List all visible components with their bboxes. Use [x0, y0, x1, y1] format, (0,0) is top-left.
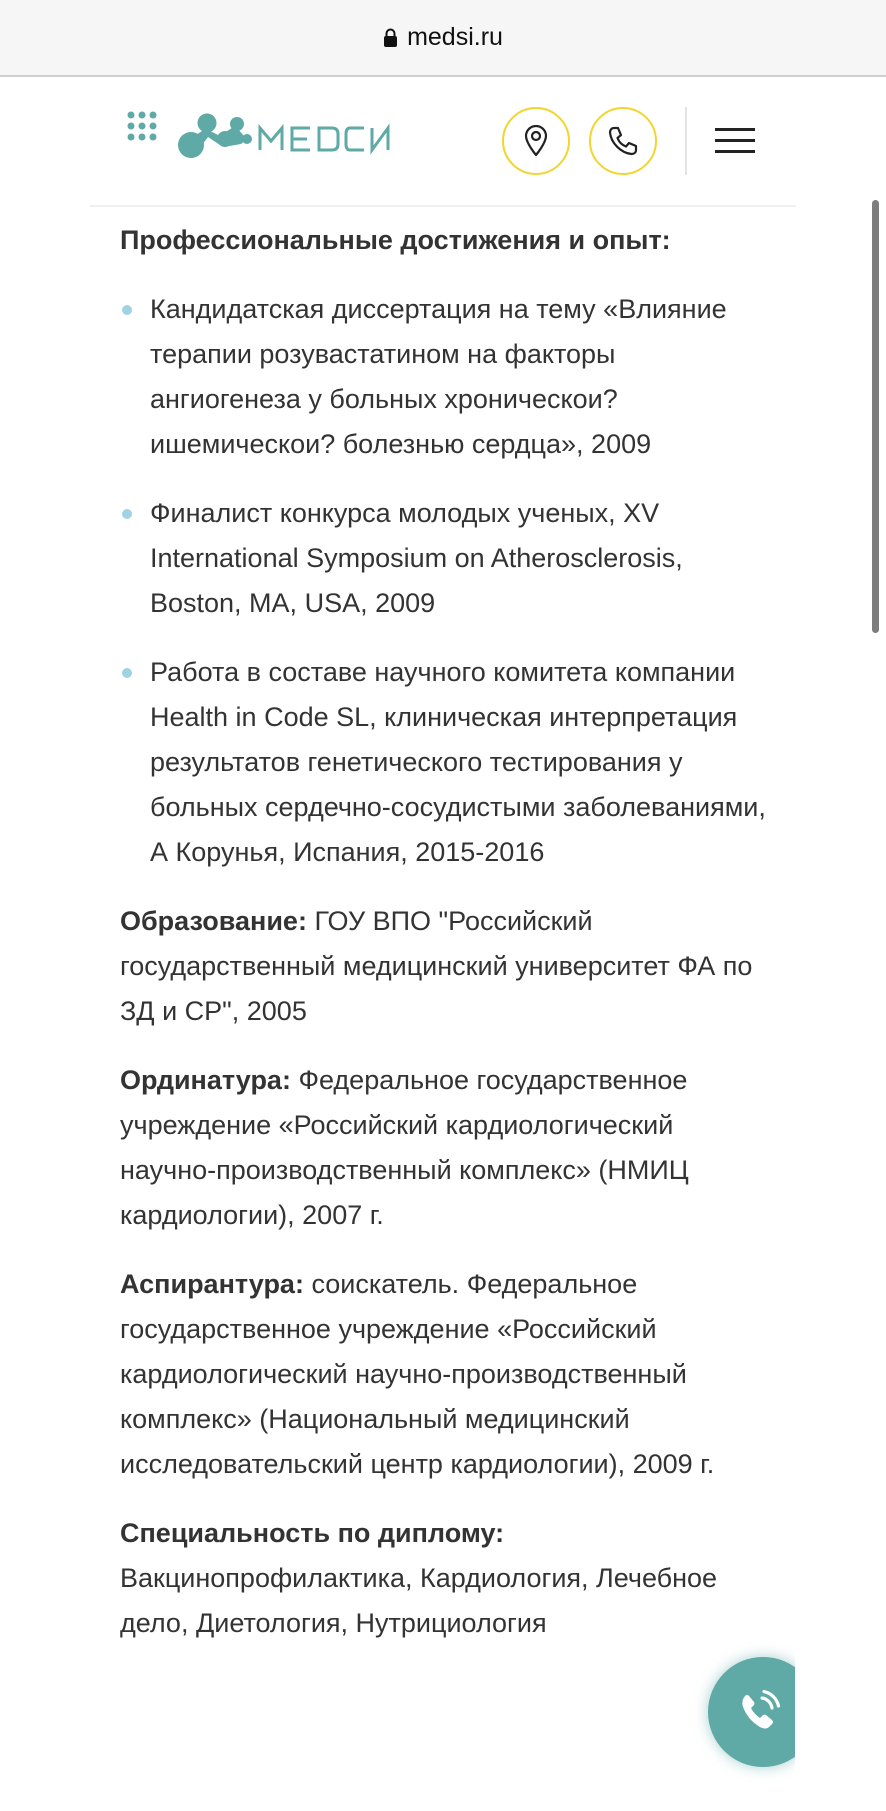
- education-label: Образование:: [120, 906, 307, 936]
- bullet-icon: [122, 305, 132, 315]
- list-item: Финалист конкурса молодых ученых, XV International Symposium on Atherosclerosis, Boston, MA, USA, 2009: [120, 491, 770, 626]
- education-paragraph: [120, 899, 770, 1034]
- header-divider: [685, 107, 687, 175]
- content-divider: [90, 205, 796, 207]
- hamburger-menu-button[interactable]: [715, 128, 755, 154]
- page-scrollbar[interactable]: [872, 200, 879, 633]
- url-display[interactable]: [0, 22, 886, 55]
- location-button[interactable]: [502, 107, 570, 175]
- phone-call-icon: [738, 1690, 782, 1734]
- hamburger-icon: [715, 128, 755, 131]
- lock-icon: [383, 25, 398, 55]
- residency-label: Ординатура:: [120, 1065, 291, 1095]
- doctor-details: [120, 218, 770, 1670]
- grid-icon: [128, 112, 157, 141]
- diploma-specialty-label: Специальность по диплому:: [120, 1518, 505, 1548]
- postgraduate-paragraph: [120, 1262, 760, 1487]
- logo-wordmark: [260, 128, 388, 150]
- browser-url-bar[interactable]: [0, 0, 886, 77]
- list-item: Кандидатская диссертация на тему «Влияние терапии розувастатином на факторы ангиогенеза у больных хроническои? ишемическои? болезнью сердца», 2009: [120, 287, 770, 467]
- phone-icon: [607, 125, 639, 157]
- phone-button[interactable]: [589, 107, 657, 175]
- residency-value: Федеральное государственное учреждение «Российский кардиологический научно-производственный комплекс» (НМИЦ кардиологии), 2007 г.: [120, 1065, 689, 1230]
- residency-paragraph: [120, 1058, 770, 1238]
- education-value: ГОУ ВПО "Российский государственный медицинский университет ФА по ЗД и СР", 2005: [120, 906, 753, 1026]
- diploma-specialty-paragraph: [120, 1511, 770, 1646]
- postgraduate-value: соискатель. Федеральное государственное учреждение «Российский кардиологический научно-производственный комплекс» (Национальный медицинский исследовательский центр кардиологии), 2009 г.: [120, 1269, 715, 1479]
- site-header: [0, 79, 886, 207]
- achievements-title: Профессиональные достижения и опыт:: [120, 225, 671, 255]
- bullet-icon: [122, 668, 132, 678]
- medsi-logo[interactable]: [126, 109, 396, 159]
- url-text: medsi.ru: [407, 23, 503, 51]
- floating-call-container: [690, 1630, 795, 1790]
- logo-mark-icon: [178, 114, 252, 159]
- postgraduate-label: Аспирантура:: [120, 1269, 304, 1299]
- floating-call-button[interactable]: [708, 1657, 795, 1767]
- map-pin-icon: [524, 125, 548, 157]
- list-item: Работа в составе научного комитета компании Health in Code SL, клиническая интерпретация результатов генетического тестирования у больных сердечно-сосудистыми заболеваниями, А Корунья, Испания, 2015-2016: [120, 650, 770, 875]
- diploma-specialty-value: Вакцинопрофилактика, Кардиология, Лечебное дело, Диетология, Нутрициология: [120, 1563, 718, 1638]
- achievements-list: [120, 287, 770, 875]
- bullet-icon: [122, 509, 132, 519]
